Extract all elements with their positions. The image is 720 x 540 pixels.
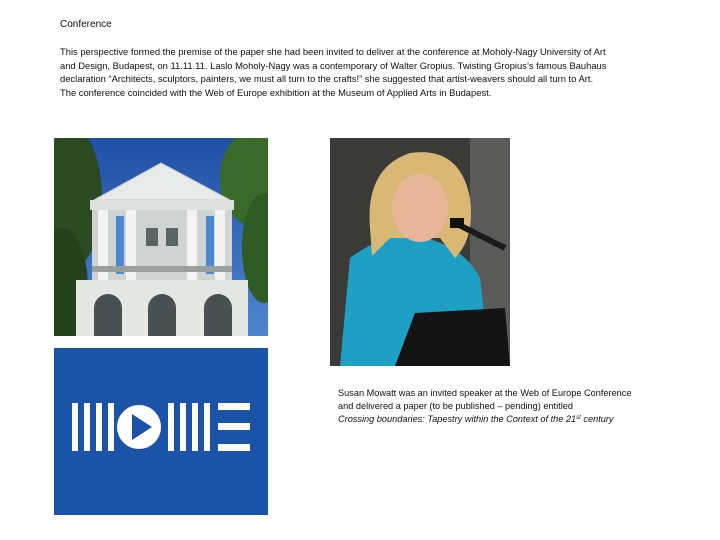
- caption-line: and delivered a paper (to be published – pending) entitled: [338, 401, 573, 412]
- paper-title-main: Crossing boundaries: Tapestry within the Context of the 21: [338, 414, 577, 425]
- paper-title-superscript: st: [576, 415, 581, 422]
- body-paragraph: [60, 45, 700, 99]
- paragraph-line: and Design, Budapest, on 11.11.11. Laslo Moholy-Nagy was a contemporary of Walter Gropius. Twisting Gropius’s famous Bauhaus: [60, 59, 607, 71]
- mome-logo: [54, 348, 268, 515]
- paper-title: [338, 413, 632, 426]
- paragraph-line: declaration “Architects, sculptors, painters, we must all turn to the crafts!” she suggested that artist-weavers should all turn to Art.: [60, 73, 594, 85]
- speaker-caption: [338, 387, 632, 427]
- paragraph-line: The conference coincided with the Web of Europe exhibition at the Museum of Applied Arts in Budapest.: [60, 86, 492, 98]
- paragraph-line: This perspective formed the premise of the paper she had been invited to deliver at the conference at Moholy-Nagy University of Art: [60, 46, 606, 57]
- page-heading: Conference: [60, 19, 112, 30]
- paper-title-end: century: [580, 414, 614, 425]
- caption-line: Susan Mowatt was an invited speaker at the Web of Europe Conference: [338, 388, 632, 398]
- university-building-photo: [54, 138, 268, 336]
- speaker-photo: [330, 138, 510, 366]
